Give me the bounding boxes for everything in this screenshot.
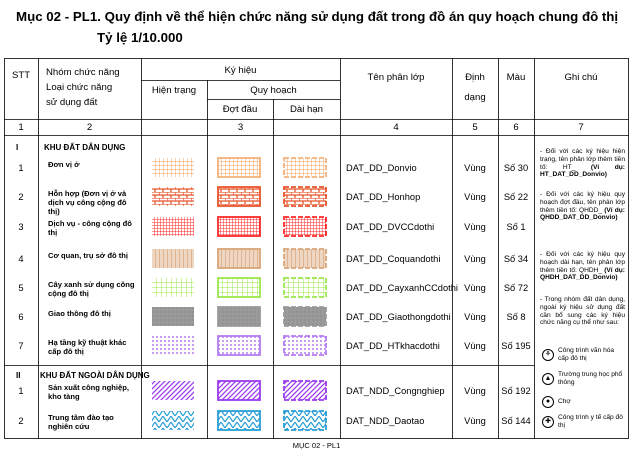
header-format-1: Định bbox=[465, 72, 485, 83]
document-title: Mục 02 - PL1. Quy định về thể hiện chức năng sử dụng đất trong đồ án quy hoạch chung đô thị bbox=[16, 9, 619, 24]
row-function-name: Trung tâm đào tạo nghiên cứu bbox=[48, 413, 114, 431]
colnum-6: 6 bbox=[513, 122, 519, 133]
note-long-term-prefix: - Đối với các ký hiệu quy hoạch dài hạn, tên phân lớp thêm tiền tố: QHDH_ (Ví dụ: QHDH_DAT_DD_Donvio) bbox=[540, 251, 625, 282]
legend-health: ✚ Công trình y tế cấp đô thị bbox=[542, 414, 626, 429]
row-stt: 5 bbox=[18, 283, 24, 293]
swatch-long-term bbox=[283, 157, 327, 178]
document-scale: Tỷ lệ 1/10.000 bbox=[97, 30, 183, 45]
swatch-long-term bbox=[283, 248, 327, 269]
section-title: KHU ĐẤT DÂN DỤNG bbox=[44, 143, 126, 152]
header-color: Màu bbox=[506, 72, 526, 83]
header-notes: Ghi chú bbox=[564, 72, 598, 83]
swatch-long-term bbox=[283, 186, 327, 207]
note-function-symbols: - Trong nhóm đất dân dụng, ngoài ký hiệu sử dụng đất cần bổ sung các ký hiệu chức năng cụ thể như sau: bbox=[540, 296, 625, 327]
row-format: Vùng bbox=[464, 341, 486, 351]
row-function-name: Sản xuất công nghiệp, kho tàng bbox=[48, 383, 130, 401]
header-format-2: dạng bbox=[464, 92, 486, 103]
row-layer-name: DAT_DD_DVCCdothi bbox=[346, 222, 435, 232]
row-color-code: Số 195 bbox=[501, 341, 531, 351]
row-function-name: Giao thông đô thị bbox=[48, 309, 111, 318]
row-layer-name: DAT_NDD_Daotao bbox=[346, 416, 425, 426]
swatch-long-term bbox=[283, 380, 327, 401]
colnum-4: 4 bbox=[393, 122, 399, 133]
school-icon: ▲ bbox=[542, 373, 554, 385]
row-color-code: Số 34 bbox=[503, 254, 529, 264]
health-icon: ✚ bbox=[542, 416, 554, 428]
row-format: Vùng bbox=[464, 222, 486, 232]
colnum-3: 3 bbox=[237, 122, 244, 133]
section-title: KHU ĐẤT NGOÀI DÂN DỤNG bbox=[40, 371, 150, 380]
swatch-current bbox=[151, 306, 195, 327]
row-function-name: Cây xanh sử dụng công cộng đô thị bbox=[48, 280, 135, 298]
header-phase-first: Đợt đầu bbox=[222, 104, 258, 115]
row-function-name: Đơn vị ở bbox=[48, 160, 80, 169]
row-function-name: Hạ tầng kỹ thuật khác cấp đô thị bbox=[48, 338, 127, 356]
section-roman: II bbox=[16, 371, 21, 380]
row-color-code: Số 144 bbox=[501, 416, 531, 426]
swatch-long-term bbox=[283, 410, 327, 431]
row-stt: 6 bbox=[18, 312, 24, 322]
swatch-long-term bbox=[283, 335, 327, 356]
note-first-phase-prefix: - Đối với các ký hiệu quy hoạch đợt đầu, tên phân lớp thêm tiền tố: QHDD_ (Ví dụ: QHDD_DAT_DD_Donvio) bbox=[540, 191, 625, 222]
row-color-code: Số 22 bbox=[503, 192, 529, 202]
row-format: Vùng bbox=[464, 254, 486, 264]
row-stt: 3 bbox=[18, 222, 24, 232]
swatch-current bbox=[151, 335, 195, 356]
header-stt: STT bbox=[11, 70, 31, 81]
row-stt: 2 bbox=[18, 192, 24, 202]
swatch-current bbox=[151, 380, 195, 401]
swatch-long-term bbox=[283, 306, 327, 327]
swatch-first-phase bbox=[217, 306, 261, 327]
row-layer-name: DAT_DD_HTkhacdothi bbox=[346, 341, 440, 351]
row-stt: 1 bbox=[18, 163, 24, 173]
header-group: Nhóm chức năng bbox=[46, 67, 120, 78]
row-color-code: Số 192 bbox=[501, 386, 531, 396]
swatch-current bbox=[151, 216, 195, 237]
swatch-current bbox=[151, 277, 195, 298]
note-current-prefix: - Đối với các ký hiệu hiện trạng, tên phân lớp thêm tiền tố: HT_ (Ví dụ: HT_DAT_DD_Donvio) bbox=[540, 148, 625, 179]
row-function-name: Hỗn hợp (Đơn vị ở và dịch vụ công cộng đô thị) bbox=[48, 189, 127, 216]
row-layer-name: DAT_NDD_Congnghiep bbox=[346, 386, 445, 396]
culture-icon: ⚘ bbox=[542, 349, 554, 361]
colnum-7: 7 bbox=[578, 122, 584, 133]
row-format: Vùng bbox=[464, 192, 486, 202]
legend-culture: ⚘ Công trình văn hóa cấp đô thị bbox=[542, 347, 626, 362]
header-symbol: Ký hiệu bbox=[224, 65, 257, 76]
header-current: Hiện trạng bbox=[151, 85, 197, 96]
row-format: Vùng bbox=[464, 283, 486, 293]
colnum-1: 1 bbox=[18, 122, 24, 133]
row-layer-name: DAT_DD_Coquandothi bbox=[346, 254, 441, 264]
row-stt: 7 bbox=[18, 341, 24, 351]
swatch-current bbox=[151, 248, 195, 269]
row-layer-name: DAT_DD_Giaothongdothi bbox=[346, 312, 451, 322]
header-planning: Quy hoạch bbox=[250, 85, 297, 96]
swatch-first-phase bbox=[217, 248, 261, 269]
legend-market: ● Chợ bbox=[542, 396, 626, 408]
row-color-code: Số 8 bbox=[506, 312, 526, 322]
header-land-use: sử dụng đất bbox=[46, 97, 98, 108]
row-format: Vùng bbox=[464, 386, 486, 396]
row-layer-name: DAT_DD_Honhop bbox=[346, 192, 421, 202]
row-color-code: Số 72 bbox=[503, 283, 529, 293]
row-color-code: Số 1 bbox=[506, 222, 526, 232]
swatch-long-term bbox=[283, 277, 327, 298]
swatch-first-phase bbox=[217, 410, 261, 431]
swatch-first-phase bbox=[217, 335, 261, 356]
colnum-2: 2 bbox=[86, 122, 93, 133]
legend-high-school: ▲ Trường trung học phổ thông bbox=[542, 371, 626, 386]
header-layer-name: Tên phân lớp bbox=[367, 72, 425, 83]
row-function-name: Dịch vụ - công cộng đô thị bbox=[48, 219, 132, 237]
swatch-first-phase bbox=[217, 157, 261, 178]
swatch-first-phase bbox=[217, 186, 261, 207]
market-icon: ● bbox=[542, 396, 554, 408]
header-type: Loại chức năng bbox=[46, 82, 113, 93]
row-stt: 1 bbox=[18, 386, 24, 396]
section-roman: I bbox=[16, 143, 19, 152]
swatch-first-phase bbox=[217, 380, 261, 401]
swatch-current bbox=[151, 410, 195, 431]
swatch-first-phase bbox=[217, 277, 261, 298]
page-footer: MỤC 02 - PL1 bbox=[292, 441, 341, 450]
row-color-code: Số 30 bbox=[503, 163, 529, 173]
row-format: Vùng bbox=[464, 312, 486, 322]
swatch-current bbox=[151, 157, 195, 178]
row-stt: 2 bbox=[18, 416, 24, 426]
row-stt: 4 bbox=[18, 254, 24, 264]
swatch-long-term bbox=[283, 216, 327, 237]
swatch-first-phase bbox=[217, 216, 261, 237]
swatch-current bbox=[151, 186, 195, 207]
row-function-name: Cơ quan, trụ sở đô thị bbox=[48, 251, 128, 260]
row-format: Vùng bbox=[464, 416, 486, 426]
row-format: Vùng bbox=[464, 163, 486, 173]
header-phase-long: Dài hạn bbox=[289, 104, 324, 115]
row-layer-name: DAT_DD_CayxanhCCdothi bbox=[346, 283, 458, 293]
colnum-5: 5 bbox=[472, 122, 478, 133]
row-layer-name: DAT_DD_Donvio bbox=[346, 163, 417, 173]
